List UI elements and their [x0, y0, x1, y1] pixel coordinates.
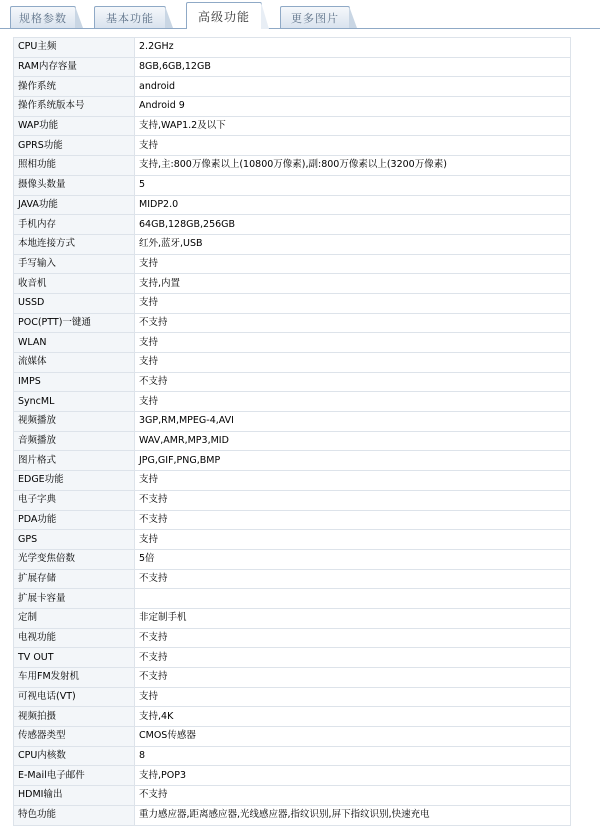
spec-value: android: [135, 77, 571, 97]
spec-key: PDA功能: [14, 510, 135, 530]
spec-key: 光学变焦倍数: [14, 549, 135, 569]
spec-row: [14, 510, 571, 530]
spec-row: [14, 786, 571, 806]
spec-key: TV OUT: [14, 648, 135, 668]
spec-row: [14, 490, 571, 510]
spec-value: 支持,WAP1.2及以下: [135, 116, 571, 136]
spec-row: [14, 372, 571, 392]
spec-row: [14, 668, 571, 688]
tab-basic-functions[interactable]: 基本功能: [94, 6, 166, 28]
spec-row: [14, 57, 571, 77]
tab-advanced-functions[interactable]: 高级功能: [186, 2, 262, 29]
spec-value: 支持,内置: [135, 274, 571, 294]
spec-row: [14, 38, 571, 58]
spec-key: 可视电话(VT): [14, 687, 135, 707]
spec-key: JAVA功能: [14, 195, 135, 215]
spec-row: [14, 313, 571, 333]
spec-value: 支持,POP3: [135, 766, 571, 786]
spec-key: WAP功能: [14, 116, 135, 136]
spec-value: 支持: [135, 392, 571, 412]
spec-value: [135, 589, 571, 609]
spec-value: 支持: [135, 530, 571, 550]
spec-key: GPRS功能: [14, 136, 135, 156]
spec-row: [14, 805, 571, 825]
spec-value: 支持: [135, 353, 571, 373]
tab-bar-baseline: [0, 28, 600, 29]
spec-row: [14, 628, 571, 648]
spec-key: GPS: [14, 530, 135, 550]
spec-key: RAM内存容量: [14, 57, 135, 77]
spec-row: [14, 274, 571, 294]
spec-key: EDGE功能: [14, 471, 135, 491]
spec-row: [14, 97, 571, 117]
spec-value: WAV,AMR,MP3,MID: [135, 431, 571, 451]
spec-value: Android 9: [135, 97, 571, 117]
spec-key: 特色功能: [14, 805, 135, 825]
spec-row: [14, 589, 571, 609]
spec-value: 支持: [135, 136, 571, 156]
spec-key: 传感器类型: [14, 727, 135, 747]
spec-key: CPU内核数: [14, 746, 135, 766]
spec-value: 不支持: [135, 490, 571, 510]
spec-row: [14, 156, 571, 176]
spec-key: HDMI输出: [14, 786, 135, 806]
spec-key: POC(PTT)一键通: [14, 313, 135, 333]
spec-row: [14, 549, 571, 569]
spec-value: 不支持: [135, 313, 571, 333]
spec-key: 图片格式: [14, 451, 135, 471]
spec-row: [14, 195, 571, 215]
spec-row: [14, 116, 571, 136]
spec-table-body: [14, 38, 571, 826]
spec-row: [14, 727, 571, 747]
spec-row: [14, 353, 571, 373]
spec-value: 非定制手机: [135, 608, 571, 628]
spec-key: 流媒体: [14, 353, 135, 373]
spec-value: 8: [135, 746, 571, 766]
spec-value: 5倍: [135, 549, 571, 569]
spec-value: 重力感应器,距离感应器,光线感应器,指纹识别,屏下指纹识别,快速充电: [135, 805, 571, 825]
spec-key: 手写输入: [14, 254, 135, 274]
spec-row: [14, 175, 571, 195]
spec-value: 不支持: [135, 786, 571, 806]
spec-key: 收音机: [14, 274, 135, 294]
spec-row: [14, 746, 571, 766]
spec-key: 视频播放: [14, 412, 135, 432]
spec-value: 5: [135, 175, 571, 195]
spec-value: MIDP2.0: [135, 195, 571, 215]
spec-key: 手机内存: [14, 215, 135, 235]
spec-value: 64GB,128GB,256GB: [135, 215, 571, 235]
spec-key: IMPS: [14, 372, 135, 392]
spec-row: [14, 608, 571, 628]
tab-specs[interactable]: 规格参数: [10, 6, 76, 28]
spec-key: SyncML: [14, 392, 135, 412]
spec-row: [14, 471, 571, 491]
spec-row: [14, 766, 571, 786]
spec-row: [14, 648, 571, 668]
spec-row: [14, 687, 571, 707]
spec-value: JPG,GIF,PNG,BMP: [135, 451, 571, 471]
spec-row: [14, 412, 571, 432]
spec-row: [14, 254, 571, 274]
spec-value: 红外,蓝牙,USB: [135, 234, 571, 254]
spec-key: 电子字典: [14, 490, 135, 510]
spec-key: CPU主频: [14, 38, 135, 58]
spec-value: 8GB,6GB,12GB: [135, 57, 571, 77]
spec-key: 定制: [14, 608, 135, 628]
spec-value: 支持: [135, 471, 571, 491]
spec-row: [14, 234, 571, 254]
spec-value: 3GP,RM,MPEG-4,AVI: [135, 412, 571, 432]
spec-value: 不支持: [135, 628, 571, 648]
spec-key: 车用FM发射机: [14, 668, 135, 688]
spec-value: 支持: [135, 254, 571, 274]
spec-value: 不支持: [135, 668, 571, 688]
tab-bar: [0, 0, 600, 30]
spec-row: [14, 569, 571, 589]
spec-row: [14, 215, 571, 235]
spec-key: 本地连接方式: [14, 234, 135, 254]
spec-row: [14, 530, 571, 550]
spec-value: 支持: [135, 293, 571, 313]
spec-key: 操作系统: [14, 77, 135, 97]
spec-value: 不支持: [135, 569, 571, 589]
spec-row: [14, 431, 571, 451]
spec-row: [14, 392, 571, 412]
spec-key: 照相功能: [14, 156, 135, 176]
spec-value: 2.2GHz: [135, 38, 571, 58]
spec-value: 支持: [135, 333, 571, 353]
spec-row: [14, 136, 571, 156]
spec-key: 扩展卡容量: [14, 589, 135, 609]
spec-value: 支持,主:800万像素以上(10800万像素),副:800万像素以上(3200万像素): [135, 156, 571, 176]
spec-value: 不支持: [135, 372, 571, 392]
spec-row: [14, 707, 571, 727]
spec-value: 支持,4K: [135, 707, 571, 727]
spec-row: [14, 451, 571, 471]
spec-row: [14, 77, 571, 97]
spec-key: 扩展存储: [14, 569, 135, 589]
spec-value: 不支持: [135, 510, 571, 530]
spec-row: [14, 333, 571, 353]
spec-value: 支持: [135, 687, 571, 707]
spec-value: 不支持: [135, 648, 571, 668]
spec-key: 摄像头数量: [14, 175, 135, 195]
spec-key: 视频拍摄: [14, 707, 135, 727]
spec-key: 电视功能: [14, 628, 135, 648]
spec-key: 操作系统版本号: [14, 97, 135, 117]
spec-row: [14, 293, 571, 313]
spec-key: 音频播放: [14, 431, 135, 451]
spec-key: WLAN: [14, 333, 135, 353]
spec-key: E-Mail电子邮件: [14, 766, 135, 786]
spec-table: [13, 37, 571, 826]
spec-key: USSD: [14, 293, 135, 313]
spec-value: CMOS传感器: [135, 727, 571, 747]
tab-more-pictures[interactable]: 更多图片: [280, 6, 350, 28]
